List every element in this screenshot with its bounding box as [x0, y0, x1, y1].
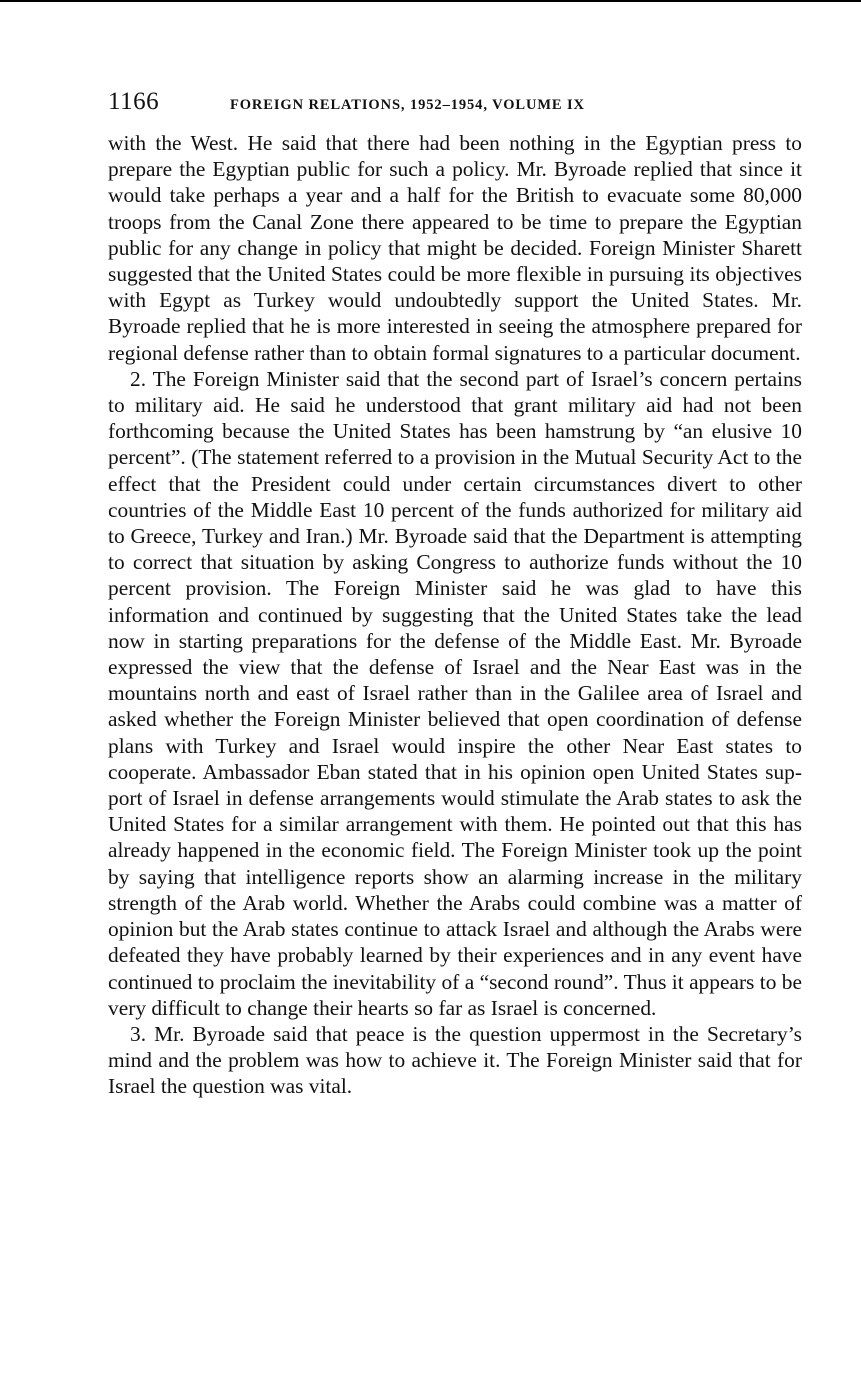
page-header [108, 88, 802, 124]
paragraph-2-military-aid: 2. The Foreign Minister said that the second part of Israel’s concern pertains to military aid. He said he understood that grant military aid had not been forthcoming because the United States has been hamstrung by “an elusive 10 percent”. (The statement referred to a provision in the Mutual Security Act to the effect that the President could under certain circumstances divert to other countries of the Middle East 10 percent of the funds authorized for military aid to Greece, Turkey and Iran.) Mr. Byroade said that the Department is attempting to correct that situation by asking Congress to authorize funds without the 10 percent provision. The Foreign Minister said he was glad to have this information and continued by suggesting that the United States take the lead now in starting preparations for the defense of the Middle East. Mr. Byroade expressed the view that the defense of Israel and the Near East was in the mountains north and east of Israel rather than in the Galilee area of Israel and asked whether the Foreign Minister believed that open coordination of defense plans with Turkey and Israel would inspire the other Near East states to cooperate. Ambassador Eban stated that in his opinion open United States support of Israel in defense arrangements would stimulate the Arab states to ask the United States for a similar arrangement with them. He pointed out that this has already happened in the economic field. The Foreign Minister took up the point by saying that intelligence reports show an alarming increase in the military strength of the Arab world. Whether the Arabs could combine was a matter of opinion but the Arab states continue to attack Israel and although the Arabs were defeated they have probably learned by their experiences and in any event have continued to proclaim the inevitability of a “second round”. Thus it appears to be very difficult to change their hearts so far as Israel is concerned. [108, 366, 802, 1020]
paragraph-continuation: with the West. He said that there had been nothing in the Egyptian press to prepare the Egyptian public for such a policy. Mr. Byroade replied that since it would take perhaps a year and a half for the British to evacuate some 80,000 troops from the Canal Zone there appeared to be time to prepare the Egyptian public for any change in policy that might be decided. Foreign Minister Sharett suggested that the United States could be more flexible in pursuing its objectives with Egypt as Turkey would undoubtedly support the United States. Mr. Byroade replied that he is more interested in seeing the atmosphere prepared for regional defense rather than to obtain formal signatures to a particular document. [108, 131, 802, 365]
top-border-rule [0, 0, 861, 2]
running-title: FOREIGN RELATIONS, 1952–1954, VOLUME IX [230, 97, 585, 113]
paragraph-3-peace: 3. Mr. Byroade said that peace is the question uppermost in the Secretary’s mind and the problem was how to achieve it. The Foreign Minister said that for Israel the question was vital. [108, 1021, 802, 1099]
page-number: 1166 [108, 88, 160, 115]
document-page [108, 88, 802, 1100]
document-body [108, 130, 802, 1100]
